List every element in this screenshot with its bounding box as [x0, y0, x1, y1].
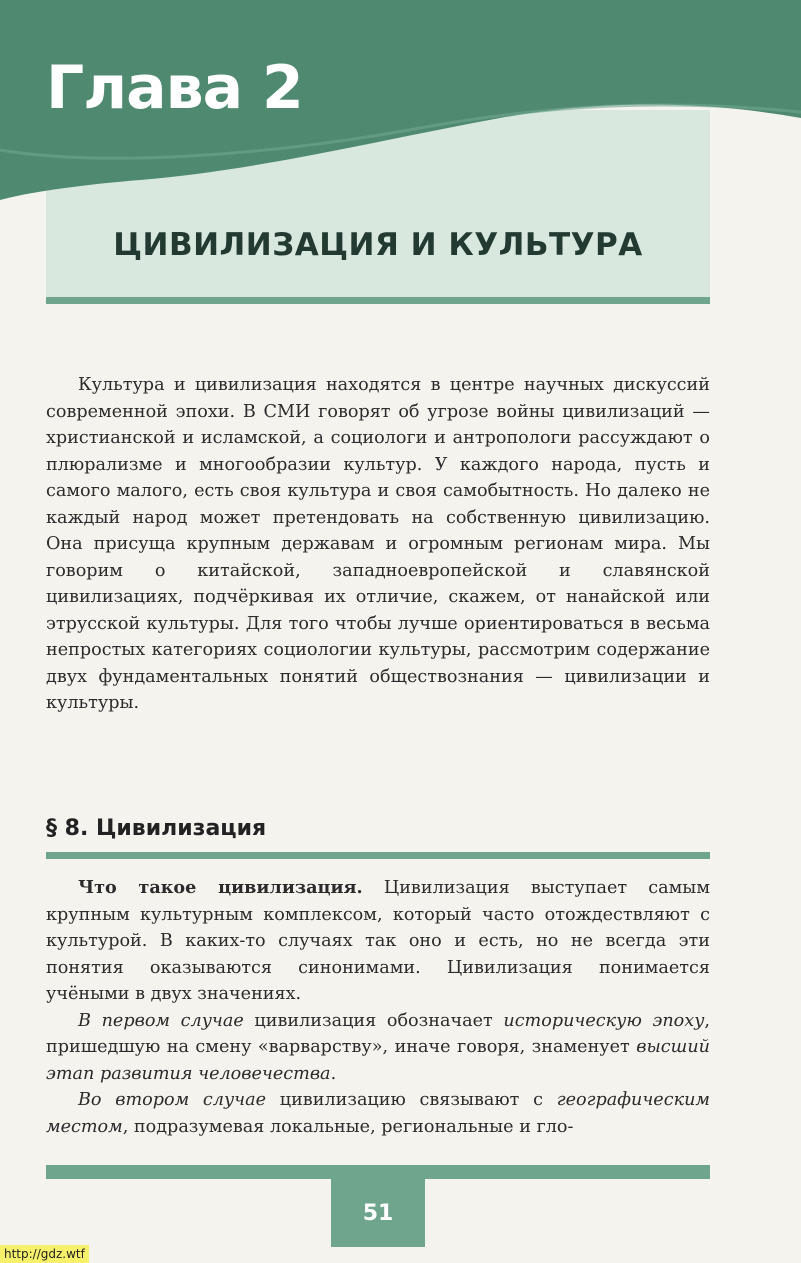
emphasis-text: историческую эпоху: [503, 1010, 705, 1031]
emphasis-text: Во втором случае: [78, 1090, 267, 1110]
page-number: 51: [362, 1200, 394, 1226]
chapter-subtitle: ЦИВИЛИЗАЦИЯ И КУЛЬТУРА: [113, 227, 643, 263]
section-divider: [46, 852, 710, 859]
source-watermark[interactable]: http://gdz.wtf: [0, 1245, 89, 1263]
paragraph-lead: Что такое цивилизация.: [78, 877, 363, 898]
chapter-header-graphic: [0, 0, 801, 320]
emphasis-text: высший этап развития человечества: [46, 1037, 710, 1084]
paragraph-text: цивилизацию связывают с: [266, 1090, 557, 1110]
intro-paragraph: Культура и цивилизация находятся в центре научных дискуссий современной эпохи. В СМИ говорят об угрозе войны цивилизаций — христианской и исламской, а социологи и антропологи рассуждают о плюрализме и многообразии культур. У каждого народа, пусть и самого малого, есть своя культура и своя самобытность. Но далеко не каждый народ может претендовать на собственную цивилизацию. Она присуща крупным державам и огромным регионам мира. Мы говорим о китайской, западноевропейской и славянской цивилизациях, подчёркивая их отличие, скажем, от нанайской или этрусской культуры. Для того чтобы лучше ориентироваться в весьма непростых категориях социологии культуры, рассмотрим содержание двух фундаментальных понятий обществознания — цивилизации и культуры.: [46, 375, 710, 713]
emphasis-text: географическим местом: [46, 1090, 710, 1137]
paragraph-definition: [46, 875, 710, 1008]
paragraph-first-meaning: [46, 1008, 710, 1088]
chapter-title: Глава 2: [46, 53, 303, 123]
section-title: § 8. Цивилизация: [46, 816, 267, 841]
footer-band: [46, 1165, 710, 1179]
paragraph-text: , подразумевая локальные, региональные и гло-: [122, 1116, 574, 1137]
section-body: [46, 875, 710, 1140]
paragraph-text: .: [330, 1063, 337, 1084]
page-number-box: [331, 1179, 425, 1247]
paragraph-text: цивилизация обозначает: [243, 1010, 504, 1031]
paragraph-second-meaning: [46, 1087, 710, 1140]
subtitle-rule: [46, 297, 710, 304]
paragraph-text: , пришедшую на смену «варварству», иначе говоря, знаменует: [46, 1010, 710, 1057]
paragraph-text: Цивилизация выступает самым крупным культурным комплексом, который часто отождествляют с культурой. В каких-то случаях так оно и есть, но не всегда эти понятия оказываются синонимами. Цивилизация понимается учёными в двух значениях.: [46, 878, 711, 1004]
emphasis-text: В первом случае: [78, 1010, 244, 1031]
